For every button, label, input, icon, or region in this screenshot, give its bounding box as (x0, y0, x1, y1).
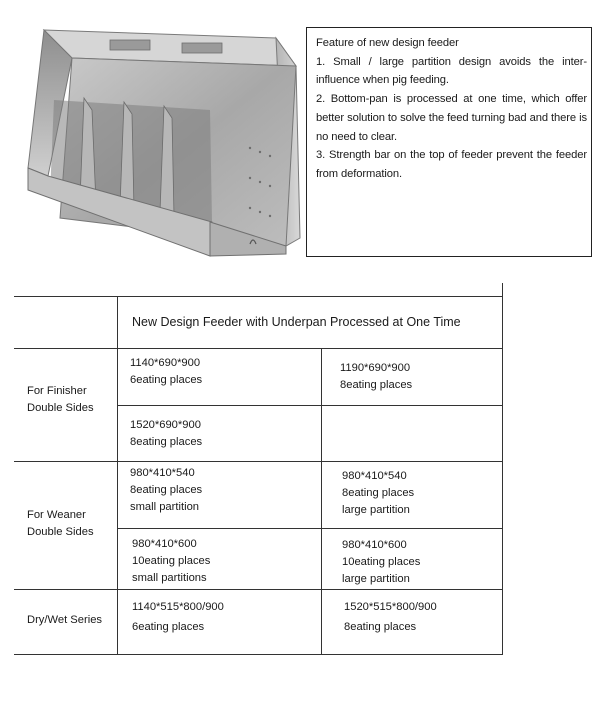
group-label-weaner: For Weaner Double Sides (27, 509, 94, 538)
feature-item-1: 1. Small / large partition design avoids the inter-influence when pig feeding. (316, 55, 587, 87)
product-photo (14, 18, 304, 260)
feature-item-3: 3. Strength bar on the top of feeder prevent the feeder from deformation. (316, 149, 587, 180)
feeder-illustration (14, 18, 304, 260)
table-cell: 1190*690*900 8eating places (340, 362, 413, 391)
table-cell: 1140*690*900 6eating places (130, 357, 203, 386)
table-cell: 980*410*540 8eating places small partition (130, 467, 203, 513)
group-label-finisher: For Finisher Double Sides (27, 385, 94, 414)
feature-title: Feature of new design feeder (316, 37, 459, 49)
table-cell: 980*410*600 10eating places large partition (342, 539, 421, 585)
table-cell: 1520*515*800/900 8eating places (344, 601, 437, 633)
feature-item-2: 2. Bottom-pan is processed at one time, which offer better solution to solve the feed turning bad and there is no need to clear. (316, 93, 587, 143)
table-cell: 980*410*540 8eating places large partition (342, 470, 415, 516)
table-header: New Design Feeder with Underpan Processed at One Time (132, 315, 461, 329)
table-cell: 980*410*600 10eating places small partitions (132, 538, 211, 584)
feature-box (306, 27, 592, 257)
table-cell: 1520*690*900 8eating places (130, 419, 203, 448)
table-cell: 1140*515*800/900 6eating places (132, 601, 224, 633)
group-label-dry-wet: Dry/Wet Series (27, 614, 103, 626)
spec-table (14, 283, 506, 658)
